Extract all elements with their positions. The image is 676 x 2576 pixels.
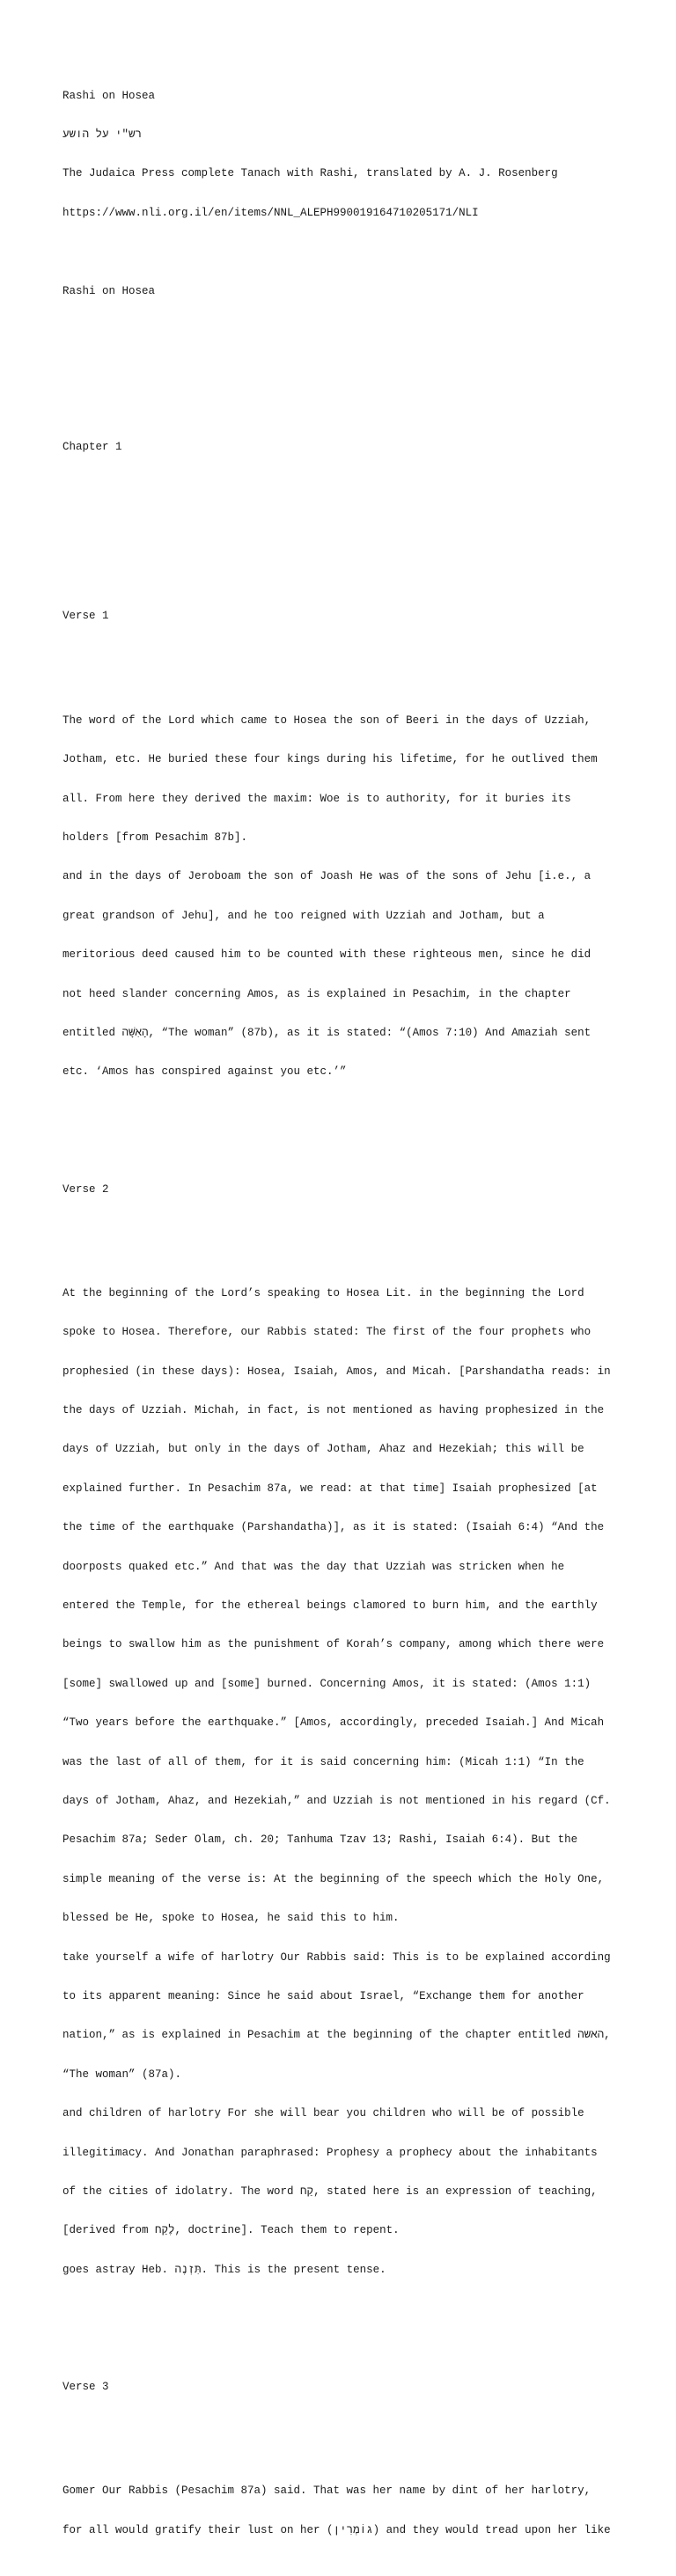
text-line: for all would gratify their lust on her (גוֹמְרִין) and they would tread upon her like: [62, 2523, 611, 2536]
text-line: holders [from Pesachim 87b].: [62, 831, 248, 845]
spacer: [62, 480, 626, 494]
spacer: [62, 245, 626, 259]
text-line: entered the Temple, for the ethereal beings clamored to burn him, and the earthly: [62, 1599, 598, 1613]
text-line: explained further. In Pesachim 87a, we read: at that time] Isaiah prophesized [at: [62, 1482, 598, 1495]
verse-commentary: [62, 688, 626, 1105]
spacer: [62, 558, 626, 571]
text-line: to its apparent meaning: Since he said about Israel, “Exchange them for another: [62, 1989, 584, 2002]
chapter-heading: Chapter 1: [62, 441, 122, 454]
text-line: blessed be He, spoke to Hosea, he said this to him.: [62, 1912, 400, 1925]
text-line: and children of harlotry For she will bear you children who will be of possible: [62, 2107, 584, 2120]
spacer: [62, 1222, 626, 1235]
text-line: and in the days of Jeroboam the son of Joash He was of the sons of Jehu [i.e., a: [62, 870, 592, 883]
text-line: Gomer Our Rabbis (Pesachim 87a) said. That was her name by dint of her harlotry,: [62, 2485, 592, 2498]
text-line: Pesachim 87a; Seder Olam, ch. 20; Tanhuma Tzav 13; Rashi, Isaiah 6:4). But the: [62, 1833, 578, 1847]
text-line: the days of Uzziah. Michah, in fact, is not mentioned as having prophesized in the: [62, 1404, 605, 1417]
spacer: [62, 649, 626, 662]
text-line: prophesied (in these days): Hosea, Isaiah, Amos, and Micah. [Parshandatha reads: in: [62, 1365, 611, 1378]
text-line: spoke to Hosea. Therefore, our Rabbis stated: The first of the four prophets who: [62, 1326, 592, 1339]
spacer: [62, 2419, 626, 2433]
text-line: “Two years before the earthquake.” [Amos, accordingly, preceded Isaiah.] And Micah: [62, 1716, 605, 1730]
text-line: At the beginning of the Lord’s speaking to Hosea Lit. in the beginning the Lord: [62, 1286, 584, 1299]
document-page: [62, 63, 626, 2576]
text-line: [derived from לֶקַח, doctrine]. Teach them to repent.: [62, 2224, 400, 2237]
text-line: beings to swallow him as the punishment of Korah’s company, among which there were: [62, 1638, 605, 1651]
translation-credit: The Judaica Press complete Tanach with Rashi, translated by A. J. Rosenberg: [62, 167, 558, 180]
text-line: doorposts quaked etc.” And that was the day that Uzziah was stricken when he: [62, 1560, 565, 1573]
text-line: meritorious deed caused him to be counted with these righteous men, since he did: [62, 948, 592, 962]
spacer: [62, 402, 626, 415]
text-line: the time of the earthquake (Parshandatha)], as it is stated: (Isaiah 6:4) “And the: [62, 1521, 605, 1534]
text-line: days of Jotham, Ahaz, and Hezekiah,” and Uzziah is not mentioned in his regard (Cf.: [62, 1794, 611, 1807]
spacer: [62, 2329, 626, 2342]
text-line: days of Uzziah, but only in the days of Jotham, Ahaz and Hezekiah; this will be: [62, 1443, 584, 1456]
spacer: [62, 1131, 626, 1144]
verse-commentary: [62, 2459, 626, 2563]
text-line: was the last of all of them, for it is said concerning him: (Micah 1:1) “In the: [62, 1755, 584, 1768]
spacer: [62, 362, 626, 376]
text-line: etc. ‘Amos has conspired against you etc.’”: [62, 1065, 347, 1079]
text-line: illegitimacy. And Jonathan paraphrased: Prophesy a prophecy about the inhabitants: [62, 2146, 598, 2159]
verse-heading: Verse 2: [62, 1182, 109, 1196]
text-line: not heed slander concerning Amos, as is explained in Pesachim, in the chapter: [62, 987, 571, 1000]
text-line: The word of the Lord which came to Hosea the son of Beeri in the days of Uzziah,: [62, 714, 592, 727]
title-english: Rashi on Hosea: [62, 89, 156, 102]
text-line: all. From here they derived the maxim: Woe is to authority, for it buries its: [62, 792, 571, 805]
verse-heading: Verse 3: [62, 2380, 109, 2393]
text-line: simple meaning of the verse is: At the beginning of the speech which the Holy One,: [62, 1872, 605, 1885]
spacer: [62, 324, 626, 337]
text-line: entitled הָאִשָּׁה, “The woman” (87b), as it is stated: “(Amos 7:10) And Amaziah sent: [62, 1026, 592, 1039]
spacer: [62, 519, 626, 532]
source-url[interactable]: https://www.nli.org.il/en/items/NNL_ALEPH990019164710205171/NLI: [62, 206, 479, 219]
text-line: of the cities of idolatry. The word קַח, stated here is an expression of teaching,: [62, 2184, 598, 2198]
title-hebrew: רש"י על הושע: [62, 128, 143, 141]
text-line: take yourself a wife of harlotry Our Rabbis said: This is to be explained according: [62, 1950, 611, 1964]
text-line: nation,” as is explained in Pesachim at the beginning of the chapter entitled האשה,: [62, 2029, 611, 2042]
text-line: Jotham, etc. He buried these four kings during his lifetime, for he outlived them: [62, 753, 598, 766]
document-subtitle: Rashi on Hosea: [62, 284, 156, 297]
verse-commentary: [62, 1261, 626, 2302]
text-line: great grandson of Jehu], and he too reigned with Uzziah and Jotham, but a: [62, 909, 545, 922]
text-line: “The woman” (87a).: [62, 2067, 182, 2081]
verse-heading: Verse 1: [62, 610, 109, 623]
text-line: goes astray Heb. תִּזְנֶה. This is the present tense.: [62, 2263, 386, 2276]
text-line: [some] swallowed up and [some] burned. Concerning Amos, it is stated: (Amos 1:1): [62, 1677, 592, 1690]
